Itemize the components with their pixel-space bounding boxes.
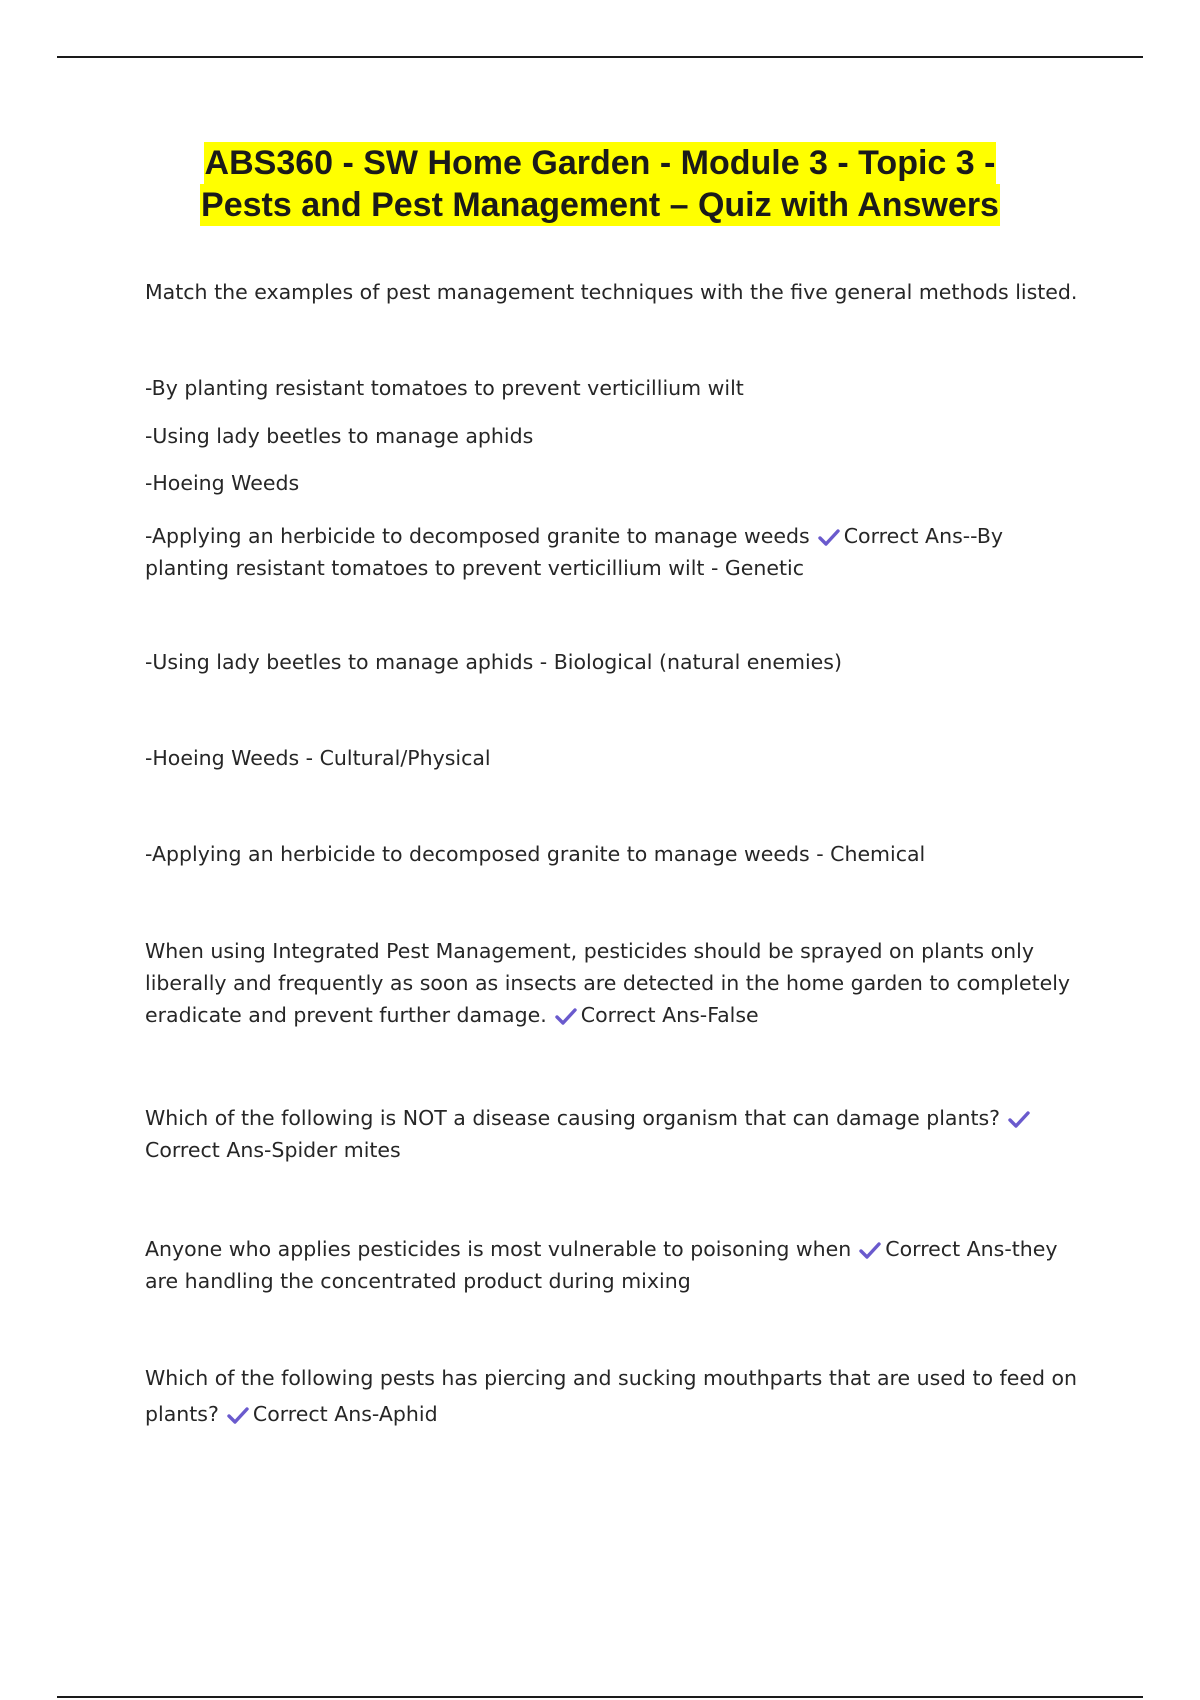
answer-chemical: -Applying an herbicide to decomposed granite to manage weeds - Chemical: [145, 842, 926, 866]
question-text: Which of the following pests has piercing and sucking mouthparts that are used to feed on plants?: [145, 1366, 1078, 1426]
check-icon: [818, 528, 840, 546]
question-ipm: [145, 935, 1085, 1031]
answer-cultural: -Hoeing Weeds - Cultural/Physical: [145, 746, 491, 770]
bottom-rule: [57, 1696, 1143, 1698]
answer-biological: -Using lady beetles to manage aphids - Biological (natural enemies): [145, 650, 842, 674]
title-line-1: ABS360 - SW Home Garden - Module 3 - Topic 3 -: [204, 144, 996, 182]
document-title: [0, 142, 1200, 226]
answer-text: Correct Ans--By planting resistant tomatoes to prevent verticillium wilt - Genetic: [145, 524, 1004, 580]
answer-text: Correct Ans-they are handling the concentrated product during mixing: [145, 1237, 1058, 1293]
question-text: When using Integrated Pest Management, pesticides should be sprayed on plants only liberally and frequently as soon as insects are detected in the home garden to completely eradicate and prevent further damage.: [145, 939, 1071, 1027]
answer-text: Correct Ans-False: [580, 1003, 759, 1027]
question-match: [145, 520, 1085, 584]
answer-text: Correct Ans-Aphid: [252, 1402, 438, 1426]
top-rule: [57, 56, 1143, 58]
match-item-biological: -Using lady beetles to manage aphids: [145, 424, 534, 448]
answer-text: Correct Ans-Spider mites: [145, 1138, 401, 1162]
match-item-genetic: -By planting resistant tomatoes to prevent verticillium wilt: [145, 376, 744, 400]
question-disease: [145, 1102, 1085, 1166]
check-icon: [555, 1007, 577, 1025]
title-line-2: Pests and Pest Management – Quiz with Answers: [201, 186, 999, 224]
check-icon: [859, 1241, 881, 1259]
question-text: Which of the following is NOT a disease causing organism that can damage plants?: [145, 1106, 1001, 1130]
question-text: -Applying an herbicide to decomposed granite to manage weeds: [145, 524, 810, 548]
question-text: Anyone who applies pesticides is most vulnerable to poisoning when: [145, 1237, 852, 1261]
check-icon: [1008, 1110, 1030, 1128]
question-mouthparts: [145, 1360, 1085, 1432]
instruction-text: Match the examples of pest management techniques with the five general methods listed.: [145, 280, 1078, 304]
match-item-cultural: -Hoeing Weeds: [145, 471, 300, 495]
question-poisoning: [145, 1233, 1085, 1297]
check-icon: [227, 1406, 249, 1424]
